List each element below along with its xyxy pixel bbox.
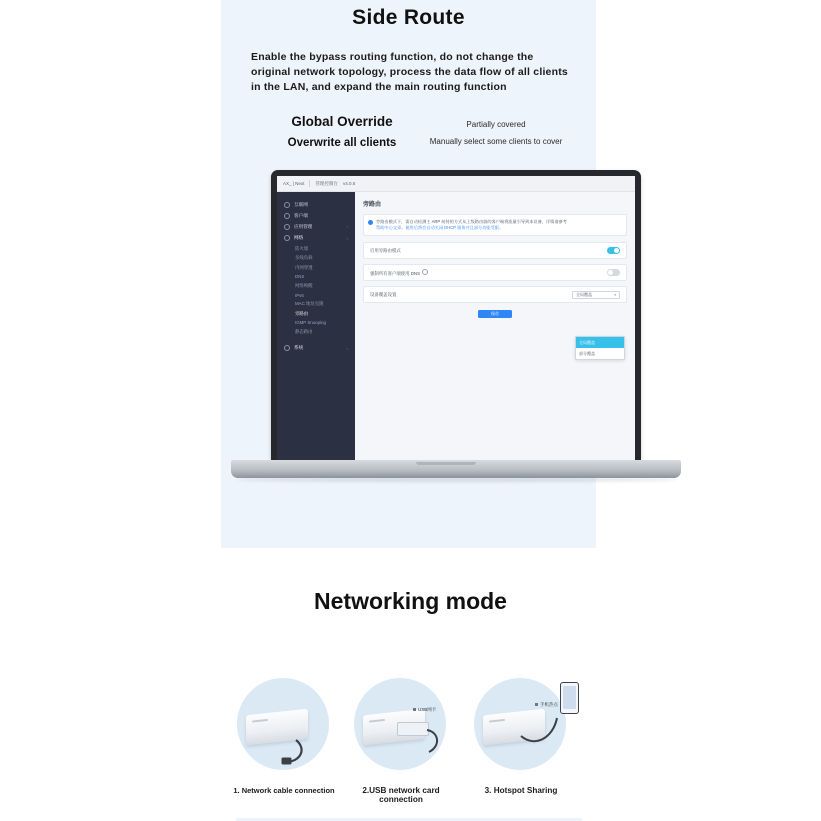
- chevron-down-icon: ›: [346, 235, 348, 241]
- sidebar-subitem-ipv6[interactable]: IPv6: [295, 292, 304, 298]
- global-override-subtext: Overwrite all clients: [287, 137, 397, 149]
- setting-label: 启用旁路由模式: [370, 247, 401, 253]
- sidebar-item-label: 网络: [294, 235, 304, 241]
- ethernet-cable-icon: [224, 678, 344, 778]
- setting-label: 强制所有客户端使用 DNS: [370, 269, 607, 277]
- chevron-down-icon: ▾: [614, 292, 616, 297]
- tag-marker-icon: [413, 708, 416, 711]
- sidebar-item-label: 应用管理: [294, 223, 313, 229]
- global-override-block: [257, 112, 427, 153]
- globe-icon: [284, 202, 290, 208]
- chevron-right-icon: ›: [346, 224, 348, 230]
- coverage-select[interactable]: [572, 291, 620, 299]
- setting-row-enable-side-route: [363, 242, 627, 259]
- global-override-heading: Global Override: [291, 114, 393, 129]
- networking-item-hotspot: [461, 678, 581, 818]
- sidebar-item-label: 互联网: [294, 201, 308, 207]
- info-banner-line2: 帮助中心文章。使用后将会自动关闭 DHCP 服务并且部分功能受限。: [376, 225, 504, 230]
- sidebar-item-label: 客户端: [294, 212, 308, 218]
- network-icon: [284, 235, 290, 241]
- side-route-section: [221, 0, 616, 548]
- chevron-right-icon: ›: [346, 345, 348, 351]
- toggle-knob: [614, 248, 619, 253]
- sidebar-subitem-firewall[interactable]: 防火墙: [295, 245, 309, 251]
- networking-item-caption: 3. Hotspot Sharing: [484, 786, 558, 795]
- browser-version-label: v4.0.6: [342, 181, 356, 186]
- networking-item-cable: [224, 678, 344, 818]
- hotspot-tag: 手机热点: [535, 702, 558, 708]
- info-banner-line1: 旁路由模式下，需自动检测主 ARP 劫持的方式从上级路由器的客户端将流量引导到本设备，详情请参考: [376, 219, 567, 224]
- force-dns-toggle[interactable]: [607, 269, 620, 276]
- laptop-notch: [416, 462, 476, 465]
- side-route-title: Side Route: [352, 6, 465, 29]
- gear-icon: [284, 345, 290, 351]
- sidebar-subitem-multiwan[interactable]: 多线负载: [295, 255, 313, 261]
- usb-network-card-tag: USB网卡: [413, 707, 436, 713]
- enable-side-route-toggle[interactable]: [607, 247, 620, 254]
- setting-label: 设备覆盖设置: [370, 291, 397, 297]
- browser-brand: AX_ | Next: [283, 181, 305, 186]
- toggle-knob: [608, 270, 613, 275]
- sidebar-item-label: 系统: [294, 345, 304, 351]
- networking-item-caption: 1. Network cable connection: [233, 786, 335, 795]
- sidebar-item-clients[interactable]: [277, 210, 355, 221]
- partial-coverage-subtext: Manually select some clients to cover: [429, 137, 563, 146]
- partial-coverage-block: [411, 118, 581, 149]
- coverage-dropdown-menu[interactable]: [575, 336, 625, 360]
- usb-cable-icon: [341, 678, 461, 778]
- laptop-screen-bezel: [271, 170, 641, 460]
- admin-console: [277, 192, 635, 461]
- sidebar-subitem-dns[interactable]: DNS: [295, 274, 305, 280]
- laptop-shadow: [237, 477, 677, 482]
- dropdown-option-partial[interactable]: 部分覆盖: [579, 350, 595, 356]
- partial-coverage-heading: Partially covered: [466, 120, 526, 129]
- sidebar-subitem-side-route[interactable]: 旁路由: [295, 310, 309, 316]
- form-actions: [363, 310, 627, 318]
- sidebar-subitem-igmp-snooping[interactable]: IGMP Snooping: [295, 320, 326, 326]
- browser-toolbar: [277, 176, 635, 192]
- help-icon[interactable]: [422, 269, 428, 275]
- dropdown-option-global[interactable]: 全局覆盖: [576, 337, 624, 348]
- sidebar-subitem-wake-on-lan[interactable]: 网络唤醒: [295, 282, 313, 288]
- grid-icon: [284, 224, 290, 230]
- tag-marker-icon: [535, 703, 538, 706]
- sidebar-item-internet[interactable]: [277, 199, 355, 210]
- save-button[interactable]: 保存: [478, 310, 512, 318]
- sidebar-item-apps[interactable]: [277, 221, 355, 232]
- sidebar-item-network[interactable]: [277, 233, 355, 244]
- users-icon: [284, 213, 290, 219]
- info-icon: [368, 220, 373, 225]
- sidebar-item-system[interactable]: [277, 343, 355, 354]
- laptop-mockup: [231, 170, 661, 510]
- info-banner: [363, 214, 627, 236]
- console-sidebar: [277, 192, 355, 461]
- laptop-screen: [277, 176, 635, 460]
- side-route-description: Enable the bypass routing function, do not change the original network topology, process the data flow of all clients in the LAN, and expand the main routing function: [251, 51, 568, 93]
- sidebar-subitem-intranet-penetration[interactable]: 内网穿透: [295, 264, 313, 270]
- networking-mode-title: Networking mode: [314, 588, 507, 614]
- toolbar-divider: [309, 180, 310, 187]
- networking-item-usb: [341, 678, 461, 818]
- networking-mode-items: [221, 678, 596, 818]
- coverage-select-value: 全局覆盖: [576, 291, 592, 297]
- sidebar-subitem-mac-clone[interactable]: MAC 地址克隆: [295, 301, 324, 307]
- hotspot-link-icon: [461, 678, 581, 778]
- browser-tab-title[interactable]: 管理控制台: [315, 180, 338, 186]
- networking-item-caption: 2.USB network card connection: [362, 786, 440, 804]
- setting-row-force-dns: [363, 264, 627, 281]
- console-main-panel: [355, 192, 635, 461]
- setting-row-coverage: [363, 286, 627, 303]
- page-title: 旁路由: [363, 202, 382, 208]
- sidebar-subitem-static-route[interactable]: 静态路由: [295, 328, 313, 334]
